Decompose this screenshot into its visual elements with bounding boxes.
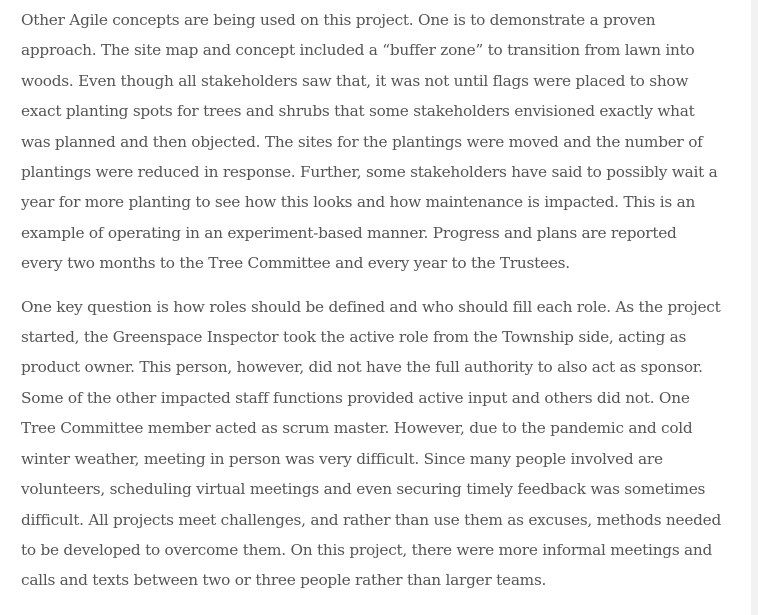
paragraph-roles: One key question is how roles should be defined and who should fill each role. As the project started, the Greenspace Inspector took the active role from the Township side, acting as product owner. This person, however, did not have the full authority to also act as sponsor. Some of the other impacted staff functions provided active input and others did not. One Tree Committee member acted as scrum master. However, due to the pandemic and cold winter weather, meeting in person was very difficult. Since many people involved are volunteers, scheduling virtual meetings and even securing timely feedback was sometimes difficult. All projects meet challenges, and rather than use them as excuses, methods needed to be developed to overcome them. On this project, there were more informal meetings and calls and texts between two or three people rather than larger teams. <box>21 297 722 590</box>
article-body <box>21 0 721 596</box>
vertical-scrollbar[interactable] <box>751 0 758 615</box>
paragraph-agile-concepts: Other Agile concepts are being used on this project. One is to demonstrate a proven approach. The site map and concept included a “buffer zone” to transition from lawn into woods. Even though all stakeholders saw that, it was not until flags were placed to show exact planting spots for trees and shrubs that some stakeholders envisioned exactly what was planned and then objected. The sites for the plantings were moved and the number of plantings were reduced in response. Further, some stakeholders have said to possibly wait a year for more planting to see how this looks and how maintenance is impacted. This is an example of operating in an experiment-based manner. Progress and plans are reported every two months to the Tree Committee and every year to the Trustees. <box>21 11 718 273</box>
